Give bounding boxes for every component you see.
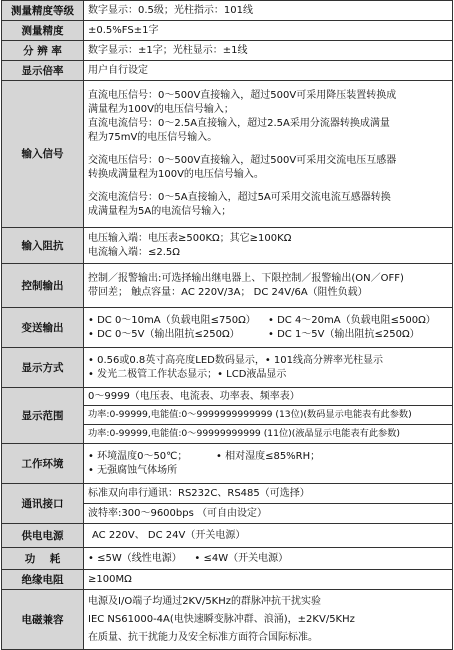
spec-table (1, 0, 453, 650)
row-value (84, 348, 453, 388)
value-line (88, 328, 448, 342)
value-line: IEC NS61000-4A(电快速瞬变脉冲群、浪涌)，±2KV/5KHz (88, 613, 355, 625)
row-label: 通讯接口 (2, 484, 84, 524)
value-line: 功率:0-99999,电能值:0～9999999999999 (13位)(数码显示电能表有此参数) (84, 405, 452, 424)
value-line: 功率:0-99999,电能值:0～99999999999 (11位)(液晶显示电能表有此参数) (84, 424, 452, 443)
row-value (84, 590, 453, 650)
row-value: ≥100MΩ (84, 570, 453, 590)
row-value (84, 308, 453, 348)
row-label: 控制输出 (2, 264, 84, 308)
value-line: 控制／报警输出:可选择输出继电器上、下限控制／报警输出(ON／OFF) (88, 272, 404, 284)
row-label: 显示范围 (2, 388, 84, 444)
row-label: 输入信号 (2, 81, 84, 228)
row-value (84, 264, 453, 308)
value-line: 电源及I/O端子均通过2KV/5KHz的群脉冲抗干扰实验 (88, 595, 322, 607)
row-label: 分 辨 率 (2, 41, 84, 61)
row-value (84, 228, 453, 264)
row-label: 显示倍率 (2, 61, 84, 81)
value-line: 交流电流信号：0～5A直接输入，超过5A可采用交流电流互感器转换 (88, 192, 391, 203)
row-value: 数字显示：±1字；光柱显示：±1线 (84, 41, 453, 61)
value-line: 标准双向串行通讯：RS232C、RS485（可选择） (88, 488, 310, 499)
row-value (84, 444, 453, 484)
value-line: 程为75mV的电压信号输入。 (88, 132, 218, 143)
row-label: 测量精度 (2, 21, 84, 41)
value-line: • 发光二极管工作状态显示；• LCD液晶显示 (88, 368, 287, 380)
value-cell: • DC 0～10mA（负载电阻≤750Ω） (88, 314, 256, 326)
row-label: 输入阻抗 (2, 228, 84, 264)
value-line: 直流电压信号：0～500V直接输入，超过500V可采用降压装置转换成 (88, 90, 397, 101)
value-line: 波特率:300～9600bps （可自由设定） (84, 503, 452, 523)
value-cell: • DC 1～5V（输出阻抗≤250Ω） (268, 328, 420, 340)
value-line: 转换成满量程为100V的电压信号输入。 (88, 169, 264, 180)
row-label: 供电电源 (2, 524, 84, 548)
row-value (84, 81, 453, 228)
row-label: 变送输出 (2, 308, 84, 348)
value-cell: • DC 0～5V（输出阻抗≤250Ω） (88, 328, 240, 340)
row-value (84, 388, 453, 444)
value-line: 电压输入端：电压表≥500KΩ；其它≥100KΩ (88, 232, 292, 244)
value-line: • 环境温度0～50℃； • 相对湿度≤85%RH； (88, 450, 321, 462)
row-value: • ≤5W（线性电源） • ≤4W（开关电源） (84, 548, 453, 570)
row-label: 绝缘电阻 (2, 570, 84, 590)
row-value: AC 220V、 DC 24V（开关电源） (84, 524, 453, 548)
value-line: 在质量、抗干扰能力及安全标准方面符合国际标准。 (88, 631, 318, 643)
value-line: • 无强腐蚀气体场所 (88, 464, 178, 476)
row-label: 电磁兼容 (2, 590, 84, 650)
value-line (88, 314, 448, 328)
row-value: 用户自行设定 (84, 61, 453, 81)
value-line: 直流电流信号：0～2.5A直接输入，超过2.5A采用分流器转换成满量 (88, 118, 390, 129)
value-line: 0～9999（电压表、电流表、功率表、频率表） (88, 391, 300, 402)
value-line: 满量程为100V的电压信号输入； (88, 104, 234, 115)
row-value: ±0.5%FS±1字 (84, 21, 453, 41)
value-line: 交流电压信号：0～500V直接输入，超过500V可采用交流电压互感器 (88, 155, 397, 166)
row-label: 功 耗 (2, 548, 84, 570)
value-cell: • DC 4～20mA（负载电阻≤500Ω） (268, 314, 436, 326)
row-value: 数字显示：0.5级；光柱指示：101线 (84, 1, 453, 21)
row-label: 工作环境 (2, 444, 84, 484)
value-line: 电流输入端：≤2.5Ω (88, 246, 180, 258)
row-label: 测量精度等级 (2, 1, 84, 21)
value-line: • 0.56或0.8英寸高亮度LED数码显示，• 101线高分辨率光柱显示 (88, 354, 383, 366)
value-line: 成满量程为5A的电流信号输入； (88, 206, 232, 217)
value-line: 带回差； 触点容量：AC 220V/3A； DC 24V/6A（阻性负载） (88, 286, 368, 298)
row-value (84, 484, 453, 524)
row-label: 显示方式 (2, 348, 84, 388)
